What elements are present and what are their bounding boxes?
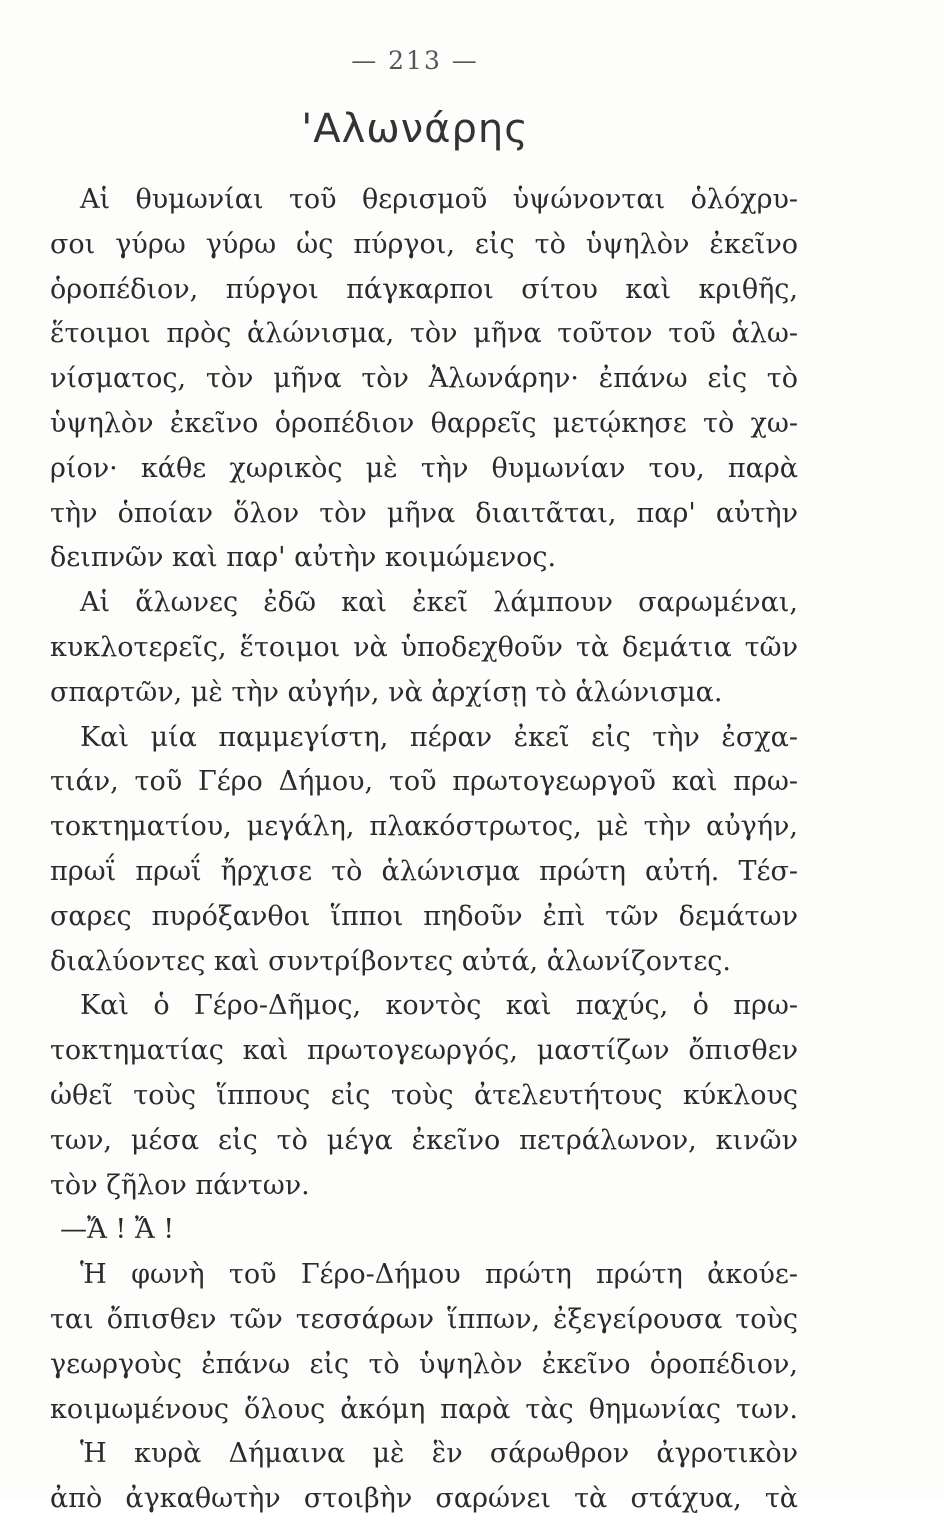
text-line: ἀπὸ ἀγκαθωτὴν στοιβὴν σαρώνει τὰ στάχυα, τὰ [50,1483,798,1515]
text-line: κυκλοτερεῖς, ἕτοιμοι νὰ ὑποδεχθοῦν τὰ δεμάτια τῶν [50,631,798,663]
text-line: τιάν, τοῦ Γέρο Δήμου, τοῦ πρωτογεωργοῦ καὶ πρω- [50,766,798,798]
text-line: τοκτηματίας καὶ πρωτογεωργός, μαστίζων ὄπισθεν [50,1035,798,1067]
text-line: σοι γύρω γύρω ὡς πύργοι, εἰς τὸ ὑψηλὸν ἐκεῖνο [50,228,798,260]
text-line: γεωργοὺς ἐπάνω εἰς τὸ ὑψηλὸν ἐκεῖνο ὁροπέδιον, [50,1348,798,1380]
text-line: —Ἄ ! Ἄ ! [60,1214,175,1246]
text-line: διαλύοντες καὶ συντρίβοντες αὐτά, ἁλωνίζοντες. [50,945,732,977]
text-line: δειπνῶν καὶ παρ' αὐτὴν κοιμώμενος. [50,542,557,574]
text-line: ὠθεῖ τοὺς ἵππους εἰς τοὺς ἀτελευτήτους κύκλους [50,1079,798,1111]
text-line: τοκτηματίου, μεγάλη, πλακόστρωτος, μὲ τὴν αὐγήν, [50,811,798,843]
text-line: σαρες πυρόξανθοι ἵπποι πηδοῦν ἐπὶ τῶν δεμάτων [50,900,798,932]
text-line: ὁροπέδιον, πύργοι πάγκαρποι σίτου καὶ κριθῆς, [50,273,798,305]
text-line: Καὶ μία παμμεγίστη, πέραν ἐκεῖ εἰς τὴν ἐσχα- [80,721,798,753]
text-line: ὑψηλὸν ἐκεῖνο ὁροπέδιον θαρρεῖς μετῴκησε τὸ χω- [50,407,798,439]
page-number: — 213 — [351,46,479,75]
text-line: νίσματος, τὸν μῆνα τὸν Ἀλωνάρην· ἐπάνω εἰς τὸ [50,363,798,395]
text-line: Καὶ ὁ Γέρο-Δῆμος, κοντὸς καὶ παχύς, ὁ πρω- [80,990,798,1022]
text-line: ρίον· κάθε χωρικὸς μὲ τὴν θυμωνίαν του, παρὰ [50,452,798,484]
text-line: ται ὄπισθεν τῶν τεσσάρων ἵππων, ἐξεγείρουσα τοὺς [50,1303,798,1335]
text-line: Ἡ φωνὴ τοῦ Γέρο-Δήμου πρώτη πρώτη ἀκούε- [80,1259,798,1291]
text-line: κοιμωμένους ὅλους ἀκόμη παρὰ τὰς θημωνίας των. [50,1393,798,1425]
text-line: τὴν ὁποίαν ὅλον τὸν μῆνα διαιτᾶται, παρ' αὐτὴν [50,497,798,529]
text-line: ἕτοιμοι πρὸς ἁλώνισμα, τὸν μῆνα τοῦτον τοῦ ἁλω- [50,318,798,350]
text-line: των, μέσα εἰς τὸ μέγα ἐκεῖνο πετράλωνον, κινῶν [50,1124,798,1156]
text-line: Αἱ ἅλωνες ἐδῶ καὶ ἐκεῖ λάμπουν σαρωμέναι, [80,587,798,619]
text-line: Ἡ κυρὰ Δήμαινα μὲ ἓν σάρωθρον ἀγροτικὸν [80,1438,798,1470]
text-line: σπαρτῶν, μὲ τὴν αὐγήν, νὰ ἀρχίσῃ τὸ ἁλώνισμα. [50,676,723,708]
body-text [50,178,798,1522]
text-line: τὸν ζῆλον πάντων. [50,1169,310,1201]
text-line: πρωΐ πρωΐ ἤρχισε τὸ ἁλώνισμα πρώτη αὐτή. Τέσ- [50,855,798,887]
chapter-title: 'Αλωνάρης [301,106,529,152]
text-line: Αἱ θυμωνίαι τοῦ θερισμοῦ ὑψώνονται ὁλόχρυ- [80,184,798,215]
